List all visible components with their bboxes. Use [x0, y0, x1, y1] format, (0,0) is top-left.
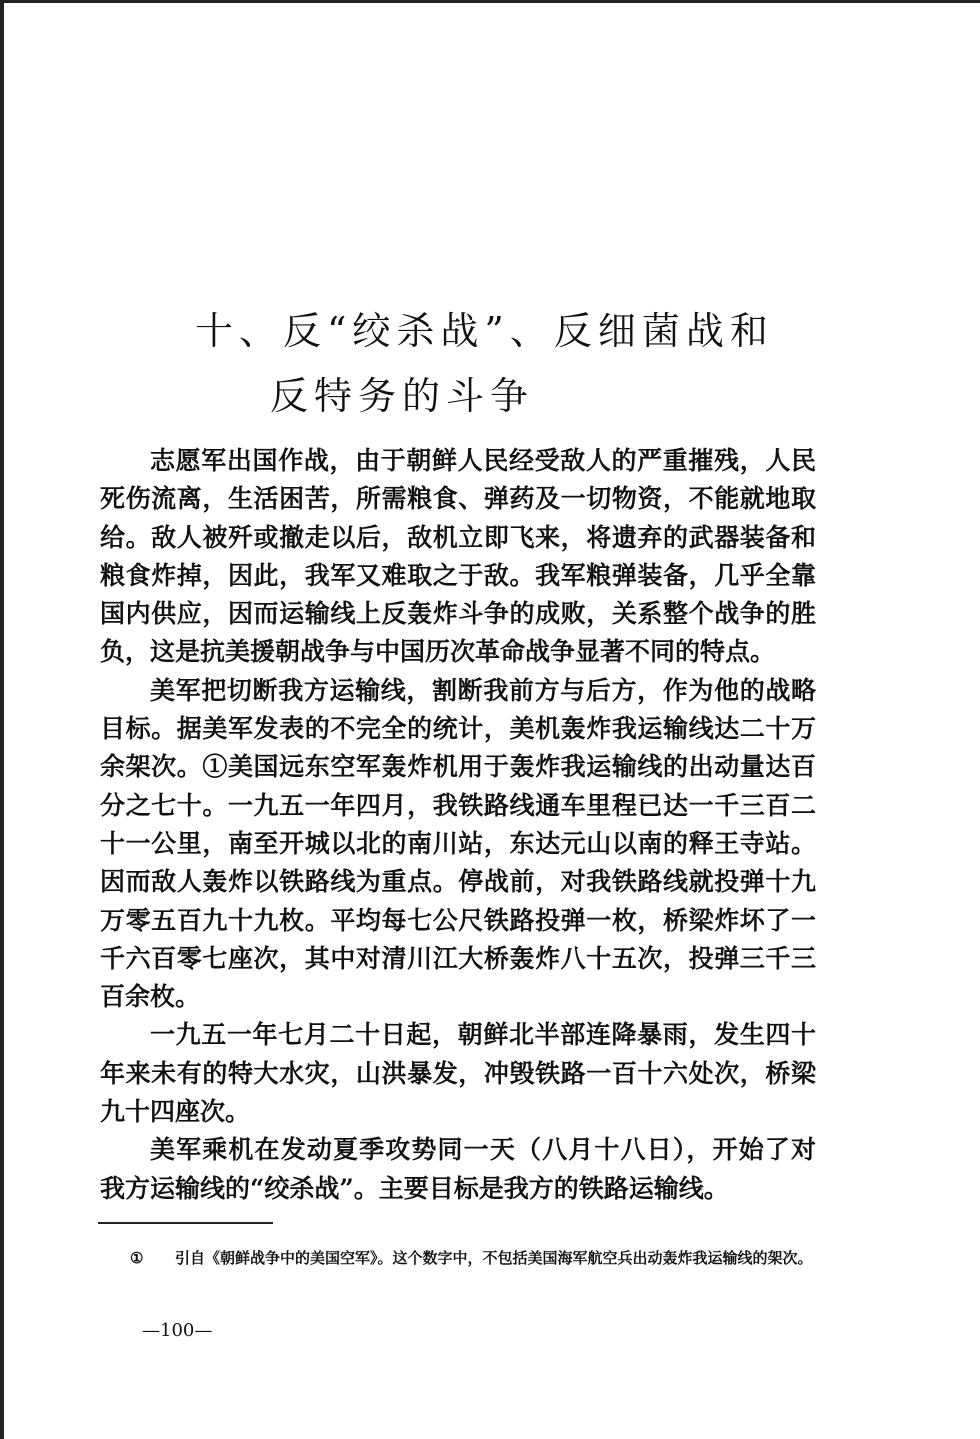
text-line: 我方运输线的“绞杀战”。主要目标是我方的铁路运输线。	[100, 1173, 729, 1203]
text-line: 负，这是抗美援朝战争与中国历次革命战争显著不同的特点。	[100, 637, 776, 667]
paragraph	[100, 442, 816, 672]
text-line: 分之七十。一九五一年四月，我铁路线通车里程已达一千三百二	[100, 790, 816, 820]
paragraph	[100, 1016, 816, 1131]
footnote-mark: ①	[130, 1249, 144, 1267]
paragraph	[100, 672, 816, 1017]
text-line: 九十四座次。	[100, 1097, 251, 1127]
text-line: 志愿军出国作战，由于朝鲜人民经受敌人的严重摧残，人民	[150, 446, 816, 475]
text-line: 粮食炸掉，因此，我军又难取之于敌。我军粮弹装备，几乎全靠	[100, 560, 816, 590]
body-text	[100, 442, 816, 1208]
text-line: 十一公里，南至开城以北的南川站，东达元山以南的释王寺站。	[100, 828, 816, 858]
chapter-title-line-1: 十、反“绞杀战”、反细菌战和	[195, 309, 774, 354]
footnote-text: 引自《朝鲜战争中的美国空军》。这个数字中，不包括美国海军航空兵出动轰炸我运输线的架次。	[175, 1249, 813, 1267]
text-line: 百余枚。	[100, 982, 201, 1012]
text-line: 万零五百九十九枚。平均每七公尺铁路投弹一枚，桥梁炸坏了一	[100, 905, 816, 935]
paragraph	[100, 1131, 816, 1208]
text-line: 年来未有的特大水灾，山洪暴发，冲毁铁路一百十六处次，桥梁	[100, 1058, 816, 1088]
text-line: 一九五一年七月二十日起，朝鲜北半部连降暴雨，发生四十	[150, 1020, 816, 1050]
text-line: 给。敌人被歼或撤走以后，敌机立即飞来，将遗弃的武器装备和	[100, 522, 816, 552]
text-line: 死伤流离，生活困苦，所需粮食、弹药及一切物资，不能就地取	[100, 484, 816, 514]
text-line: 美军乘机在发动夏季攻势同一天（八月十八日），开始了对	[150, 1135, 816, 1165]
footnote	[130, 1245, 820, 1272]
chapter-title-line-2: 反特务的斗争	[270, 374, 535, 419]
scan-border-top	[0, 0, 980, 3]
text-line: 目标。据美军发表的不完全的统计，美机轰炸我运输线达二十万	[100, 714, 816, 744]
text-line: 国内供应，因而运输线上反轰炸斗争的成败，关系整个战争的胜	[100, 599, 816, 629]
page-number: —100—	[142, 1320, 213, 1341]
footnote-divider	[98, 1222, 273, 1224]
scan-border-left	[0, 0, 4, 1439]
text-line: 美军把切断我方运输线，割断我前方与后方，作为他的战略	[150, 675, 816, 705]
text-line: 因而敌人轰炸以铁路线为重点。停战前，对我铁路线就投弹十九	[100, 867, 816, 897]
text-line: 余架次。①美国远东空军轰炸机用于轰炸我运输线的出动量达百	[100, 752, 816, 782]
text-line: 千六百零七座次，其中对清川江大桥轰炸八十五次，投弹三千三	[100, 943, 816, 973]
